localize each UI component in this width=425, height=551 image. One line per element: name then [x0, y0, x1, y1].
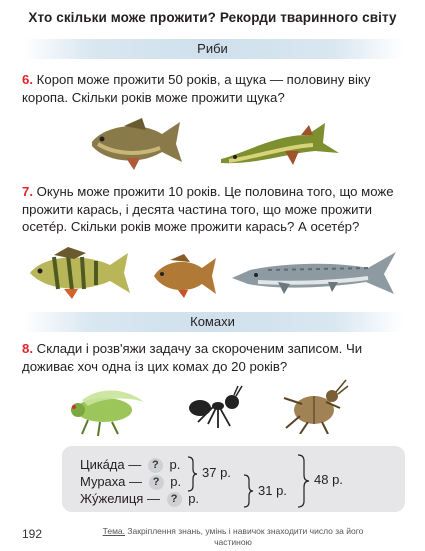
ground-beetle-image [278, 378, 350, 434]
carp-image [84, 114, 184, 174]
task-8-number: 8. [22, 341, 33, 356]
scheme-label-beetle: Жýжелиця — [80, 491, 160, 506]
cicada-image [64, 384, 148, 438]
question-mark-icon: ? [148, 458, 163, 473]
scheme-unit-ant: р. [170, 474, 182, 489]
question-mark-icon: ? [149, 475, 164, 490]
task-7 [22, 183, 407, 236]
page-number: 192 [22, 527, 43, 541]
task-8 [22, 340, 407, 375]
task-8-text: Склади і розв'яжи задачу за скороченим записом. Чи доживає хоч одна із цих комах до 20 років? [22, 341, 363, 374]
scheme-label-cicada: Цикáда — [80, 457, 142, 472]
section-header-fish: Риби [22, 39, 403, 59]
footer-topic [88, 526, 378, 548]
brace-icon [186, 456, 198, 492]
task-6-text: Короп може прожити 50 років, а щука — половину віку коропа. Скільки років може прожити щука? [22, 72, 371, 105]
crucian-image [150, 254, 218, 298]
ant-image [184, 384, 246, 434]
pike-image [215, 113, 345, 175]
sum-cicada-beetle: 48 р. [314, 472, 343, 487]
task-6 [22, 71, 407, 106]
scheme-row-cicada [80, 457, 180, 473]
sturgeon-image [228, 248, 400, 300]
section-header-insects: Комахи [22, 312, 403, 332]
sum-cicada-ant: 37 р. [202, 465, 231, 480]
footer-topic-text: Закріплення знань, умінь і навичок знаходити число за його частиною [127, 526, 364, 547]
brace-icon [296, 454, 310, 508]
footer-topic-label: Тема. [102, 526, 126, 536]
perch-image [24, 247, 134, 299]
question-mark-icon: ? [167, 492, 182, 507]
scheme-unit-beetle: р. [188, 491, 200, 506]
scheme-row-beetle [80, 491, 199, 507]
task-7-number: 7. [22, 184, 33, 199]
short-record-scheme [62, 446, 405, 512]
task-7-text: Окунь може прожити 10 років. Це половина того, що може прожити карась, і десята частина того, що може прожити осетéр. Скільки років може прожити карась? А осетéр? [22, 184, 394, 234]
scheme-unit-cicada: р. [169, 457, 181, 472]
page-title: Хто скільки може прожити? Рекорди тваринного світу [28, 10, 397, 25]
scheme-row-ant [80, 474, 181, 490]
task-6-number: 6. [22, 72, 33, 87]
scheme-label-ant: Мураха — [80, 474, 142, 489]
sum-ant-beetle: 31 р. [258, 483, 287, 498]
brace-icon [242, 474, 254, 508]
